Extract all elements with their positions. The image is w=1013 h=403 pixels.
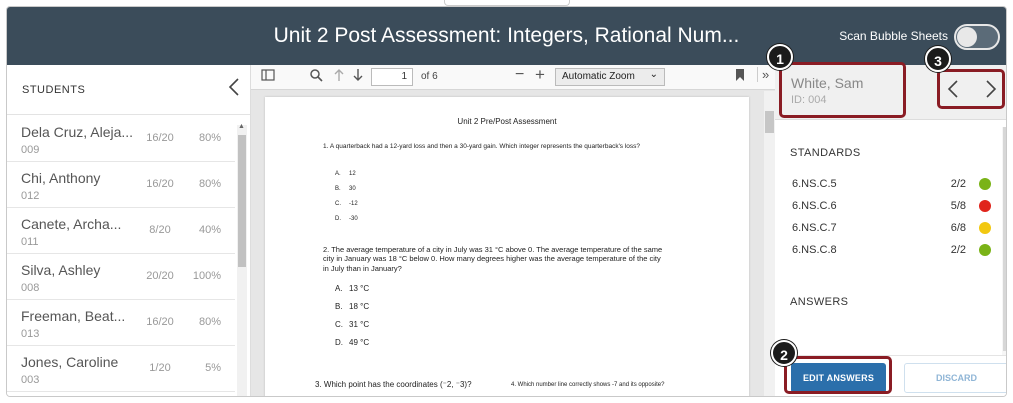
scan-bubble-sheets-toggle[interactable]	[954, 24, 1000, 50]
callout-highlight-edit	[784, 356, 892, 394]
mastery-status-dot	[979, 222, 991, 234]
student-id: 009	[21, 144, 40, 156]
student-row[interactable]	[7, 346, 235, 392]
callout-highlight-navigation	[937, 69, 1005, 109]
student-score: 8/20	[149, 224, 171, 236]
q1-option-b: B. 30	[335, 186, 356, 192]
mastery-status-dot	[979, 200, 991, 212]
student-row[interactable]	[7, 162, 235, 208]
zoom-value: Automatic Zoom	[562, 71, 635, 82]
student-id: 008	[21, 282, 40, 294]
side-panel-scrollbar[interactable]	[1002, 127, 1007, 355]
scroll-up-arrow-icon[interactable]: ▲	[238, 123, 245, 130]
q2-option-a: A. 13 °C	[335, 284, 370, 293]
q2-option-b: B. 18 °C	[335, 302, 370, 311]
standard-row	[792, 200, 992, 218]
standard-score: 5/8	[950, 200, 966, 212]
standard-score: 2/2	[950, 244, 966, 256]
q1-option-c: C. -12	[335, 201, 358, 207]
selected-student-id: ID: 004	[791, 94, 827, 106]
standards-heading: STANDARDS	[790, 147, 861, 159]
discard-button[interactable]: DISCARD	[904, 363, 1007, 393]
student-percent: 100%	[192, 270, 221, 282]
zoom-select[interactable]	[555, 68, 665, 86]
standard-score: 6/8	[950, 222, 966, 234]
student-id: 013	[21, 328, 40, 340]
sidebar-toggle-icon[interactable]	[261, 68, 275, 85]
student-percent: 5%	[205, 362, 221, 374]
toggle-knob	[957, 27, 977, 47]
student-name: Freeman, Beat...	[21, 308, 126, 324]
document-title: Unit 2 Pre/Post Assessment	[457, 117, 557, 126]
student-percent: 80%	[198, 132, 221, 144]
student-name: Silva, Ashley	[21, 262, 101, 278]
callout-badge-3: 3	[925, 46, 951, 72]
student-score: 16/20	[146, 132, 174, 144]
search-icon[interactable]	[309, 68, 323, 85]
collapse-chevron-left-icon[interactable]	[228, 77, 240, 103]
student-list	[7, 116, 235, 392]
scrollbar-thumb[interactable]	[765, 111, 774, 133]
more-tools-icon[interactable]: »	[757, 67, 769, 82]
student-name: Jones, Caroline	[21, 354, 119, 370]
standard-code: 6.NS.C.8	[792, 244, 837, 256]
zoom-out-icon[interactable]: −	[515, 66, 525, 83]
pdf-page	[265, 97, 749, 397]
selected-student-name: White, Sam	[791, 75, 864, 91]
student-row[interactable]	[7, 208, 235, 254]
question-2: 2. The average temperature of a city in July was 31 °C above 0. The average temperature of the same city in January was 18 °C below 0. How many degrees higher was the average temperature of the city in July than in January?	[323, 245, 663, 273]
page-number-input[interactable]: 1	[371, 68, 413, 86]
student-row[interactable]	[7, 300, 235, 346]
standard-row	[792, 222, 992, 240]
mastery-status-dot	[979, 244, 991, 256]
student-score: 20/20	[146, 270, 174, 282]
callout-badge-2: 2	[771, 340, 797, 366]
standard-code: 6.NS.C.5	[792, 178, 837, 190]
q1-option-d: D. -30	[335, 216, 358, 222]
standard-code: 6.NS.C.6	[792, 200, 837, 212]
student-id: 012	[21, 190, 40, 202]
standard-code: 6.NS.C.7	[792, 222, 837, 234]
student-name: Dela Cruz, Aleja...	[21, 124, 134, 140]
q2-option-d: D. 49 °C	[335, 338, 370, 347]
mastery-status-dot	[979, 178, 991, 190]
bookmark-icon[interactable]	[735, 68, 745, 85]
zoom-in-icon[interactable]: +	[535, 65, 545, 84]
standard-row	[792, 178, 992, 196]
previous-page-icon[interactable]	[333, 68, 345, 85]
answers-heading: ANSWERS	[790, 296, 849, 308]
student-percent: 40%	[198, 224, 221, 236]
pdf-viewer	[251, 65, 775, 397]
next-page-icon[interactable]	[352, 68, 364, 85]
students-header	[7, 65, 250, 115]
callout-highlight-student	[779, 62, 906, 118]
student-percent: 80%	[198, 178, 221, 190]
question-3: 3. Which point has the coordinates (⁻2, ⁻3)?	[315, 380, 472, 389]
scrollbar-thumb[interactable]	[1003, 127, 1007, 351]
student-score: 16/20	[146, 316, 174, 328]
callout-badge-1: 1	[767, 44, 793, 70]
student-percent: 80%	[198, 316, 221, 328]
header-bar	[7, 7, 1006, 65]
question-1: 1. A quarterback had a 12-yard loss and then a 30-yard gain. Which integer represents the quarterback's loss?	[323, 143, 641, 150]
standard-score: 2/2	[950, 178, 966, 190]
chevron-down-icon: ⌄	[649, 69, 658, 80]
standard-row	[792, 244, 992, 262]
student-row[interactable]	[7, 116, 235, 162]
edit-answers-button[interactable]: EDIT ANSWERS	[791, 363, 886, 393]
q2-option-c: C. 31 °C	[335, 320, 370, 329]
assessment-title: Unit 2 Post Assessment: Integers, Rational Num...	[273, 24, 740, 47]
student-id: 011	[21, 236, 39, 248]
student-name: Canete, Archa...	[21, 216, 122, 232]
students-heading: STUDENTS	[22, 84, 86, 96]
student-row[interactable]	[7, 254, 235, 300]
scrollbar-thumb[interactable]	[238, 135, 246, 267]
student-name: Chi, Anthony	[21, 170, 101, 186]
q1-option-a: A. 12	[335, 171, 356, 177]
scan-bubble-sheets-label: Scan Bubble Sheets	[839, 29, 948, 43]
student-score: 1/20	[149, 362, 171, 374]
question-4: 4. Which number line correctly shows -7 and its opposite?	[511, 382, 665, 388]
students-panel	[7, 65, 251, 397]
pdf-toolbar	[251, 65, 775, 90]
student-list-scrollbar[interactable]	[237, 125, 247, 397]
student-id: 003	[21, 374, 40, 386]
window-top-tab	[444, 0, 570, 6]
page-count: of 6	[421, 71, 438, 82]
student-score: 16/20	[146, 178, 174, 190]
